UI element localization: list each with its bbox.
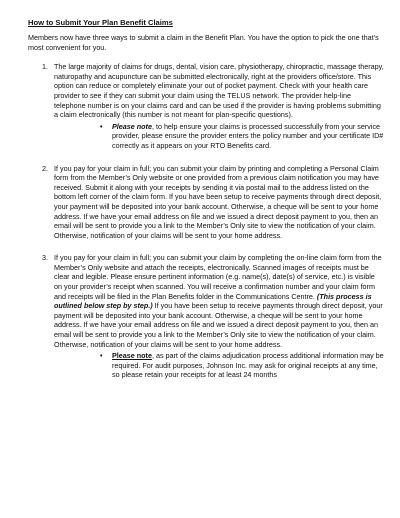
item-1-note-text: , to help ensure your claims is processed successfully from your service provider, please ensure the provider enters the policy number and your certificate ID# correctly as it appears on your RTO Benefits card. bbox=[112, 121, 384, 150]
item-1-notes bbox=[54, 122, 384, 151]
item-3-note-text: , as part of the claims adjudication process additional information may be required. For audit purposes, Johnson Inc. may ask for original receipts at any time, so please retain your receipts for at least 24 months bbox=[112, 351, 384, 380]
item-1-note bbox=[100, 122, 384, 151]
list-item-electronic-provider bbox=[50, 62, 384, 150]
item-3-text-after: If you have been setup to receive payments through direct deposit, your payment will be deposited into your bank account. Otherwise, a cheque will be sent to your home address. If we have your email address on file and we issued a direct deposit payment to you, then an email will be sent to provide you a link to the Member’s Only site to view the notification of your claim. Otherwise, notification of your claims will be sent to your home address. bbox=[54, 301, 383, 349]
item-3-notes bbox=[54, 351, 384, 380]
item-1-text: The large majority of claims for drugs, dental, vision care, physiotherapy, chiropractic, massage therapy, naturopathy and acupuncture can be submitted electronically, right at the providers office/store. This option can reduce or completely eliminate your out of pocket payment. Check with your health care provider to see if they can submit your claim using the TELUS network. The provider help-line telephone number is on your claims card and can be used if the provider is having problems submitting a claim electronically (this number is not meant for plan-specific questions). bbox=[54, 62, 384, 120]
item-3-emphasis: (This process is outlined below step by step.) bbox=[54, 291, 372, 311]
list-item-online-claim bbox=[50, 253, 384, 380]
item-2-text: If you pay for your claim in full; you can submit your claim by printing and completing a Personal Claim form from the Member’s Only website or one provided from a previous claim notification you may have received. Submit it along with your receipts by sending it via postal mail to the address listed on the bottom left corner of the claim form. If you have been setup to receive payments through direct deposit, your payment will be deposited into your bank account. Otherwise, a cheque will be sent to your home address. If we have your email address on file and we issued a direct deposit payment to you, then an email will be sent to provide you a link to the Member’s Only site to view the notification of your claim. Otherwise, notification of your claims will be sent to your home address. bbox=[54, 163, 382, 240]
intro-paragraph: Members now have three ways to submit a claim in the Benefit Plan. You have the option to pick the one that’s most convenient for you. bbox=[28, 33, 379, 52]
item-3-note-label: Please note bbox=[112, 351, 152, 361]
item-3-text-before: If you pay for your claim in full; you can submit your claim by completing the on-line claim form from the Member’s Only website and attach the receipts, electronically. Scanned images of receipts must be clear and legible. Please ensure pertinent information (e.g. name(s), date(s) of service, etc.) is visible on your provider’s receipt when scanned. You will receive a confirmation number and your claim form and receipts will be filed in the Plan Benefits folder in the Communications Centre. bbox=[54, 253, 382, 301]
bullet-icon: • bbox=[100, 351, 103, 361]
page-title: How to Submit Your Plan Benefit Claims bbox=[28, 18, 173, 27]
bullet-icon: • bbox=[100, 121, 103, 131]
item-1-note-label: Please note bbox=[112, 121, 152, 131]
claim-methods-list bbox=[28, 62, 384, 380]
item-3-note bbox=[100, 351, 384, 380]
list-item-postal-mail bbox=[50, 164, 384, 241]
